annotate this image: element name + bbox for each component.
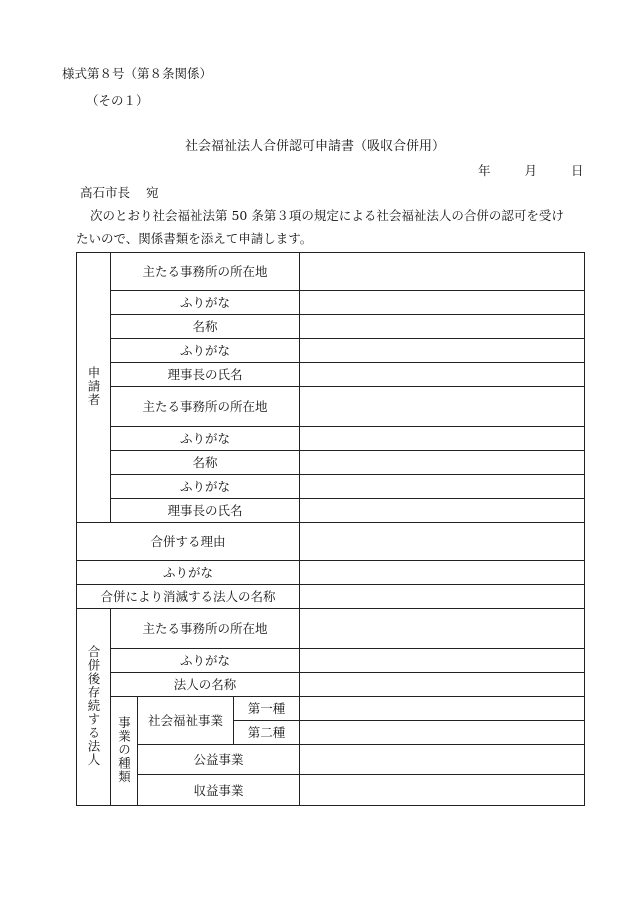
surviving-label: 合併後存続する法人 [86, 644, 101, 767]
document-title: 社会福祉法人合併認可申請書（吸収合併用） [184, 139, 445, 154]
type-2-field[interactable] [300, 721, 585, 745]
form-sub-number: （その１） [86, 93, 149, 108]
body-text-line-2: たいので、関係書類を添えて申請します。 [76, 231, 313, 246]
surviving-address-label: 主たる事務所の所在地 [111, 609, 300, 649]
surviving-name-furigana-label: ふりがな [111, 649, 300, 673]
applicant1-name-field[interactable] [300, 315, 585, 339]
applicant2-rep-furigana-label: ふりがな [111, 475, 300, 499]
merger-reason-field[interactable] [300, 523, 585, 561]
applicant1-rep-name-field[interactable] [300, 363, 585, 387]
body-text-line-1: 次のとおり社会福祉法第 50 条第３項の規定による社会福祉法人の合併の認可を受け [90, 208, 564, 223]
date-month-label: 月 [524, 163, 537, 178]
public-business-label: 公益事業 [138, 745, 300, 775]
type-1-label: 第一種 [234, 697, 300, 721]
dissolved-name-field[interactable] [300, 585, 585, 609]
applicant1-name-furigana-label: ふりがな [111, 291, 300, 315]
applicant2-rep-furigana-field[interactable] [300, 475, 585, 499]
applicant1-name-label: 名称 [111, 315, 300, 339]
applicant2-rep-name-field[interactable] [300, 499, 585, 523]
dissolved-furigana-label: ふりがな [77, 561, 300, 585]
applicant-label-cell [77, 253, 111, 523]
form-number: 様式第８号（第８条関係） [62, 66, 213, 81]
business-type-label: 事業の種類 [116, 715, 132, 784]
type-1-field[interactable] [300, 697, 585, 721]
merger-reason-label: 合併する理由 [77, 523, 300, 561]
dissolved-name-label: 合併により消滅する法人の名称 [77, 585, 300, 609]
applicant1-rep-furigana-field[interactable] [300, 339, 585, 363]
applicant1-address-field[interactable] [300, 253, 585, 291]
surviving-name-label: 法人の名称 [111, 673, 300, 697]
business-type-label-cell [111, 697, 138, 806]
addressee [80, 187, 159, 200]
applicant-label: 申請者 [86, 365, 101, 407]
application-table [76, 252, 585, 806]
surviving-name-furigana-field[interactable] [300, 649, 585, 673]
public-business-field[interactable] [300, 745, 585, 775]
applicant1-rep-name-label: 理事長の氏名 [111, 363, 300, 387]
applicant2-name-furigana-field[interactable] [300, 427, 585, 451]
surviving-label-cell [77, 609, 111, 806]
applicant2-name-label: 名称 [111, 451, 300, 475]
applicant1-rep-furigana-label: ふりがな [111, 339, 300, 363]
type-2-label: 第二種 [234, 721, 300, 745]
applicant2-name-furigana-label: ふりがな [111, 427, 300, 451]
date-line [478, 165, 583, 178]
applicant2-name-field[interactable] [300, 451, 585, 475]
profit-business-field[interactable] [300, 775, 585, 806]
addressee-name: 高石市長 [80, 185, 131, 200]
applicant2-address-label: 主たる事務所の所在地 [111, 387, 300, 427]
addressee-suffix: 宛 [146, 185, 159, 200]
profit-business-label: 収益事業 [138, 775, 300, 806]
applicant2-rep-name-label: 理事長の氏名 [111, 499, 300, 523]
surviving-name-field[interactable] [300, 673, 585, 697]
date-day-label: 日 [570, 163, 584, 178]
date-year-label: 年 [478, 163, 491, 178]
applicant2-address-field[interactable] [300, 387, 585, 427]
dissolved-furigana-field[interactable] [300, 561, 585, 585]
surviving-address-field[interactable] [300, 609, 585, 649]
welfare-business-label: 社会福祉事業 [138, 697, 234, 745]
applicant1-name-furigana-field[interactable] [300, 291, 585, 315]
applicant1-address-label: 主たる事務所の所在地 [111, 253, 300, 291]
